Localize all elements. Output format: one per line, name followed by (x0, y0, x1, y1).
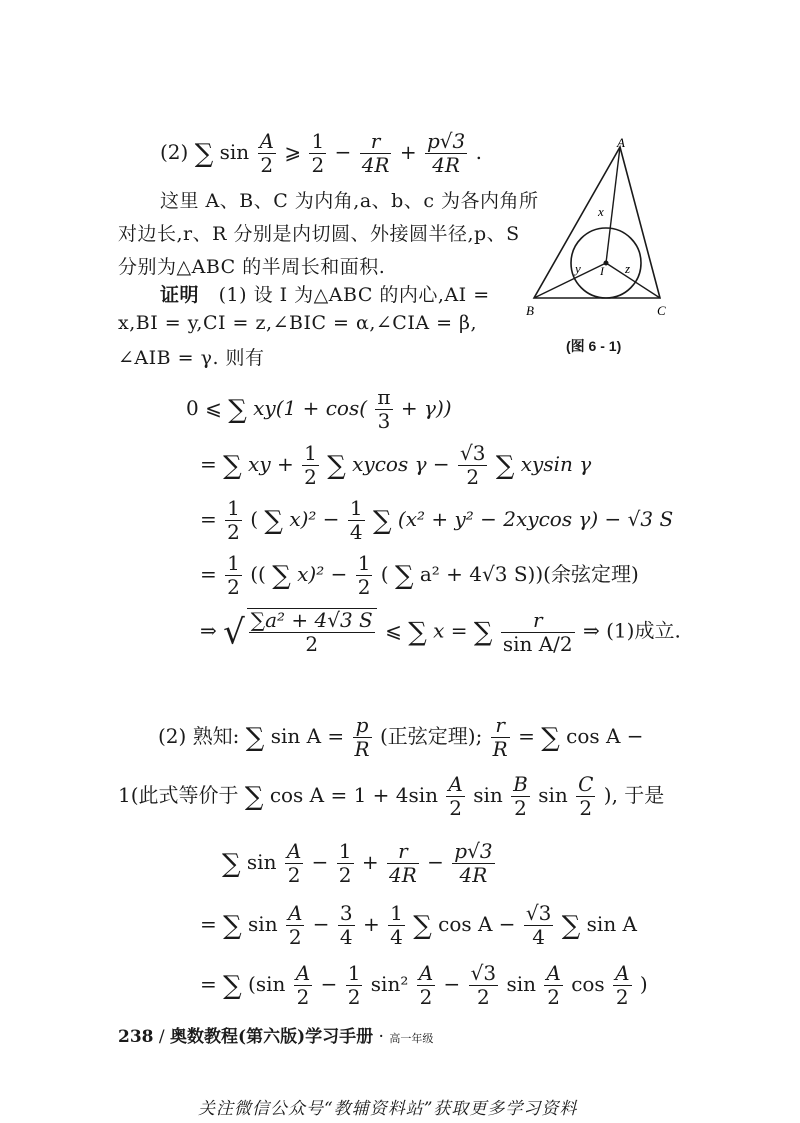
fraction (294, 962, 312, 1009)
deriv1-line-4 (200, 552, 639, 599)
numerator: C (578, 772, 594, 796)
text: cos A = 1 + 4sin (269, 783, 439, 807)
numerator: A (259, 129, 274, 153)
text: sin (246, 850, 277, 874)
fraction (337, 840, 354, 887)
intro-line-2: 对边长,r、R 分别是内切圆、外接圆半径,p、S (118, 223, 520, 245)
text: cos A − (438, 912, 516, 936)
sum-symbol: ∑ (327, 451, 346, 481)
text: ) (639, 972, 648, 996)
figure-caption: (图 6 - 1) (566, 338, 622, 354)
denominator: 2 (357, 575, 371, 599)
fraction (511, 773, 530, 820)
intro-line-1: 这里 A、B、C 为内角,a、b、c 为各内角所 (160, 190, 539, 212)
text: sin (538, 783, 568, 807)
deriv1-line-1 (186, 386, 452, 433)
part2-line-2 (118, 773, 664, 820)
plus-symbol: + (399, 140, 417, 164)
denominator: 3 (377, 409, 391, 433)
deriv2-line-1 (222, 840, 497, 887)
geq-symbol: ⩾ (284, 140, 302, 164)
text: = (200, 912, 217, 936)
denominator: 2 (547, 985, 560, 1009)
fraction (388, 902, 405, 949)
denominator: 2 (347, 985, 361, 1009)
text: x = (433, 618, 468, 643)
text: xysin γ (520, 452, 592, 476)
sum-symbol: ∑ (473, 617, 493, 648)
text: ⇒ (200, 618, 217, 643)
sum-symbol: ∑ (194, 139, 214, 169)
proof-line-2: x,BI = y,CI = z,∠BIC = α,∠CIA = β, (118, 312, 478, 334)
numerator: A (418, 961, 434, 985)
label-i: I (600, 264, 604, 278)
fraction (225, 552, 242, 599)
numerator: 1 (349, 496, 363, 520)
label-a: A (617, 135, 625, 150)
sum-symbol: ∑ (264, 506, 283, 536)
fraction (576, 773, 595, 820)
sum-symbol: ∑ (413, 911, 432, 941)
numerator: r (360, 130, 392, 154)
text: ⇒ (1)成立. (583, 618, 681, 643)
fraction (417, 962, 435, 1009)
sum-symbol: ∑ (372, 506, 392, 536)
denominator: 2 (466, 465, 480, 489)
numerator: 1 (311, 129, 325, 153)
proof-text: (1) 设 I 为△ABC 的内心,AI = (218, 284, 490, 306)
fraction (469, 962, 498, 1009)
fraction (501, 609, 575, 656)
label-x: x (598, 204, 604, 219)
denominator: 2 (305, 632, 319, 656)
text: (正弦定理); (379, 724, 483, 748)
denominator: 2 (287, 863, 301, 887)
text: (( (250, 562, 266, 586)
period: . (475, 140, 482, 164)
denominator: 4R (432, 153, 460, 177)
fraction (285, 840, 303, 887)
denominator: 2 (288, 925, 302, 949)
denominator: 2 (419, 985, 433, 1009)
deriv1-line-3 (200, 497, 673, 544)
text: − (320, 972, 338, 996)
item-label: (2) (160, 140, 189, 164)
fraction (302, 442, 319, 489)
fraction (353, 714, 372, 761)
denominator: 2 (296, 985, 310, 1009)
sin-text: sin (219, 140, 250, 164)
fraction (356, 552, 373, 599)
numerator: ∑a² + 4√3 S (250, 608, 373, 632)
text: sin A (586, 912, 637, 936)
sum-symbol: ∑ (541, 723, 560, 753)
text: cos (571, 972, 605, 996)
denominator: 4R (459, 863, 488, 887)
denominator: 2 (304, 465, 317, 489)
sum-symbol: ∑ (222, 849, 241, 879)
text: xy(1 + cos( (253, 396, 368, 420)
text: (sin (248, 972, 286, 996)
sum-symbol: ∑ (495, 451, 515, 481)
numerator: r (491, 714, 510, 738)
sum-symbol: ∑ (223, 451, 242, 481)
denominator: 2 (579, 796, 593, 820)
fraction (286, 902, 304, 949)
numerator: √3 (525, 901, 552, 925)
sum-symbol: ∑ (394, 561, 414, 591)
text: cos A − (566, 724, 644, 748)
numerator: A (287, 901, 303, 925)
deriv1-line-5 (200, 608, 681, 656)
denominator: 4 (339, 925, 353, 949)
watermark-text: 关注微信公众号“教辅资料站”获取更多学习资料 (198, 1099, 578, 1119)
text: + (361, 850, 379, 874)
footer-dot: · (378, 1027, 384, 1047)
text: = (200, 452, 217, 476)
footer-slash: / (158, 1027, 165, 1047)
sum-symbol: ∑ (272, 561, 291, 591)
part2-line-1 (158, 714, 644, 761)
sum-symbol: ∑ (561, 911, 581, 941)
text: 1(此式等价于 (118, 783, 239, 807)
text: sin (473, 783, 503, 807)
numerator: A (295, 961, 311, 985)
incenter-dot (604, 261, 609, 266)
numerator: r (387, 840, 419, 864)
proof-line-3: ∠AIB = γ. 则有 (118, 347, 265, 369)
denominator: 2 (449, 796, 463, 820)
sum-symbol: ∑ (223, 971, 242, 1001)
text: xy + (248, 452, 294, 476)
label-y: y (575, 261, 581, 276)
numerator: 1 (227, 551, 240, 575)
sum-symbol: ∑ (244, 782, 264, 812)
text: x)² − (297, 562, 348, 586)
text: + (362, 912, 380, 936)
text: + γ)) (400, 396, 452, 420)
fraction (375, 386, 392, 433)
fraction (309, 130, 326, 177)
text: = (200, 562, 217, 586)
denominator: 2 (514, 796, 527, 820)
sum-symbol: ∑ (223, 911, 242, 941)
numerator: A (448, 772, 463, 796)
fraction (491, 714, 510, 761)
minus-symbol: − (334, 140, 352, 164)
fraction (446, 773, 464, 820)
text: = (518, 724, 535, 748)
numerator: 1 (390, 901, 403, 925)
sqrt-symbol: √ (223, 612, 245, 653)
denominator: 2 (338, 863, 352, 887)
denominator: R (492, 737, 508, 761)
text: ), 于是 (603, 783, 665, 807)
text: xycos γ − (352, 452, 450, 476)
sum-symbol: ∑ (408, 617, 427, 648)
numerator: p√3 (426, 129, 466, 153)
text: sin (506, 972, 537, 996)
proof-label: 证明 (160, 284, 200, 306)
denominator: 4 (532, 925, 545, 949)
fraction (348, 497, 365, 544)
inequality-2-statement (160, 130, 482, 177)
denominator: 4 (349, 520, 363, 544)
denominator: 4 (390, 925, 403, 949)
numerator: √3 (460, 441, 486, 465)
deriv2-line-2 (200, 902, 637, 949)
text: ⩽ (385, 618, 402, 643)
label-b: B (526, 303, 534, 318)
numerator: 1 (347, 961, 361, 985)
text: sin A = (270, 724, 345, 748)
fraction (458, 442, 487, 489)
fraction (258, 130, 276, 177)
text: ( (380, 562, 389, 586)
text: (x² + y² − 2xycos γ) − √3 S (397, 507, 674, 531)
denominator: 2 (227, 575, 240, 599)
label-c: C (657, 303, 666, 318)
fraction (544, 962, 562, 1009)
numerator: A (615, 961, 630, 985)
text: − (443, 972, 461, 996)
numerator: 3 (339, 901, 353, 925)
text: ( (250, 507, 259, 531)
text: − (312, 912, 330, 936)
fraction (346, 962, 363, 1009)
denominator: 2 (227, 520, 240, 544)
text: − (427, 850, 444, 874)
text: − (311, 850, 329, 874)
book-title: 奥数教程(第六版)学习手册 (170, 1027, 374, 1047)
numerator: π (377, 385, 391, 409)
proof-line-1 (160, 280, 490, 307)
radicand-fraction (247, 608, 377, 656)
sum-symbol: ∑ (245, 723, 265, 753)
numerator: p (353, 714, 372, 738)
numerator: A (546, 961, 561, 985)
numerator: A (286, 839, 302, 863)
denominator: 2 (260, 153, 274, 177)
fraction (387, 840, 419, 887)
denominator: 4R (361, 153, 390, 177)
numerator: 1 (338, 839, 352, 863)
intro-line-3: 分别为△ABC 的半周长和面积. (118, 256, 386, 278)
denominator: 4R (388, 863, 417, 887)
fraction (524, 902, 553, 949)
denominator: R (354, 737, 370, 761)
denominator: 2 (477, 985, 490, 1009)
text: (2) 熟知: (158, 724, 240, 748)
text: sin (248, 912, 278, 936)
text: 0 ⩽ (186, 396, 222, 420)
deriv1-line-2 (200, 442, 591, 489)
numerator: 1 (357, 551, 371, 575)
numerator: 1 (227, 496, 240, 520)
numerator: B (513, 772, 528, 796)
triangle-abc (534, 147, 660, 298)
numerator: r (501, 609, 575, 633)
fraction (338, 902, 355, 949)
fraction (360, 130, 392, 177)
page-footer (118, 1022, 433, 1047)
text: = (200, 507, 217, 531)
deriv2-line-3 (200, 962, 648, 1009)
fraction (225, 497, 242, 544)
denominator: sin A/2 (502, 631, 573, 656)
denominator: 2 (615, 985, 629, 1009)
label-z: z (625, 261, 631, 276)
fraction (452, 840, 494, 887)
grade-label: 高一年级 (389, 1032, 434, 1045)
numerator: √3 (470, 961, 497, 985)
fraction (425, 130, 467, 177)
triangle-figure (520, 135, 680, 325)
text: = (200, 972, 217, 996)
page-number: 238 (118, 1027, 154, 1047)
text: sin² (370, 972, 409, 996)
numerator: 1 (304, 441, 317, 465)
numerator: p√3 (454, 839, 493, 863)
segment-ai (606, 147, 620, 263)
denominator: 2 (311, 153, 325, 177)
fraction (613, 962, 631, 1009)
text: a² + 4√3 S))(余弦定理) (419, 562, 639, 586)
text: x)² − (289, 507, 340, 531)
sum-symbol: ∑ (228, 395, 247, 425)
